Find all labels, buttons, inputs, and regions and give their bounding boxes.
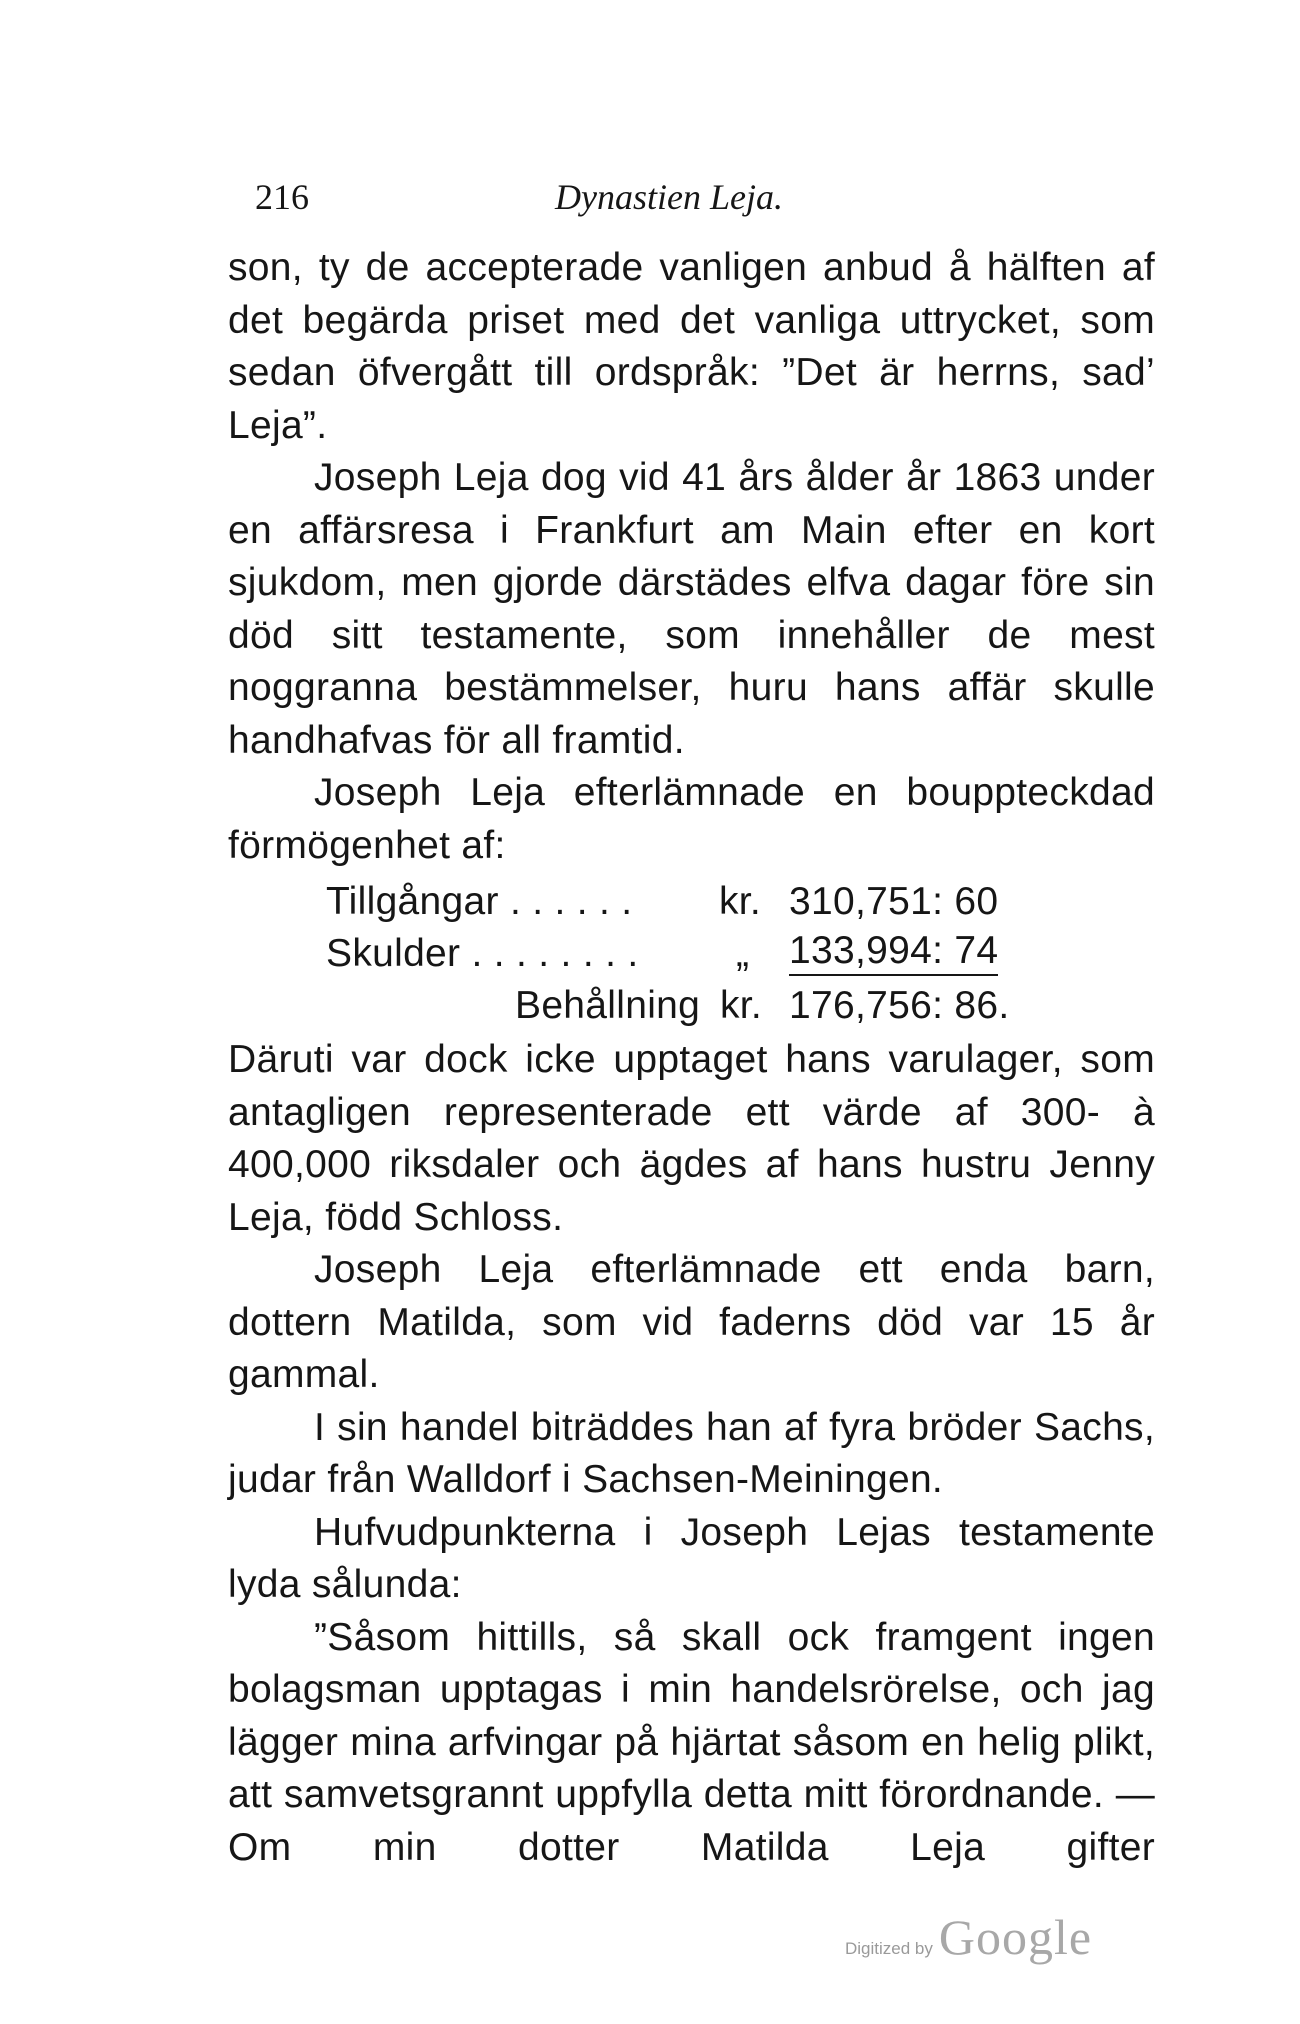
digitized-by-watermark (845, 1908, 1092, 1966)
google-logo: Google (938, 1909, 1093, 1965)
debts-currency: „ (736, 932, 750, 975)
paragraph-estate-intro: Joseph Leja efterlämnade en bouppteckdad förmögenhet af: (228, 771, 1155, 867)
assets-amount: 310,751: 60 (789, 880, 999, 923)
paragraph-testament-intro: Hufvudpunkterna i Joseph Lejas testamente lyda sålunda: (228, 1510, 1155, 1606)
balance-amount: 176,756: 86. (789, 984, 1010, 1027)
debts-amount: 133,994: 74 (789, 928, 998, 976)
paragraph-child: Joseph Leja efterlämnade ett enda barn, dottern Matilda, som vid faderns död var 15 år gammal. (228, 1248, 1155, 1396)
estate-ledger (228, 876, 1155, 1034)
digitized-by-text: Digitized by (845, 1939, 933, 1958)
debts-label: Skulder . . . . . . . . (326, 932, 639, 975)
assets-label: Tillgångar . . . . . . (326, 880, 633, 923)
paragraph-inventory: Däruti var dock icke upptaget hans varulager, som antagligen representerade ett värde af 300- à 400,000 riksdaler och ägdes af hans hustru Jenny Leja, född Schloss. (228, 1038, 1155, 1239)
paragraph-continuation: son, ty de accepterade vanligen anbud å hälften af det begärda priset med det vanliga uttrycket, som sedan öfvergått till ordspråk: ”Det är herrns, sad’ Leja”. (228, 246, 1155, 447)
ledger-row-assets (326, 876, 1226, 928)
running-title: Dynastien Leja. (555, 177, 783, 217)
paragraph-testament-quote: ”Såsom hittills, så skall ock framgent ingen bolagsman upptagas i min handelsrörelse, och jag lägger mina arfvingar på hjärtat såsom en helig plikt, att samvetsgrannt uppfylla detta mitt förordnande. — Om min dotter Matilda Leja gifter (228, 1615, 1155, 1869)
assets-currency: kr. (719, 880, 762, 923)
page-number: 216 (255, 177, 309, 217)
paragraph-death: Joseph Leja dog vid 41 års ålder år 1863 under en affärsresa i Frankfurt am Main efter en kort sjukdom, men gjorde därstädes elfva dagar före sin död sitt testamente, som innehåller de mest noggranna bestämmelser, huru hans affär skulle handhafvas för all framtid. (228, 456, 1155, 762)
ledger-row-balance (515, 980, 1215, 1032)
ledger-row-debts (326, 928, 1226, 980)
body-text (228, 242, 1155, 1874)
paragraph-brothers: I sin handel biträddes han af fyra bröder Sachs, judar från Walldorf i Sachsen-Meiningen. (228, 1405, 1155, 1501)
page-header (255, 176, 1045, 226)
balance-currency: kr. (720, 984, 763, 1027)
balance-label: Behållning (515, 984, 701, 1027)
